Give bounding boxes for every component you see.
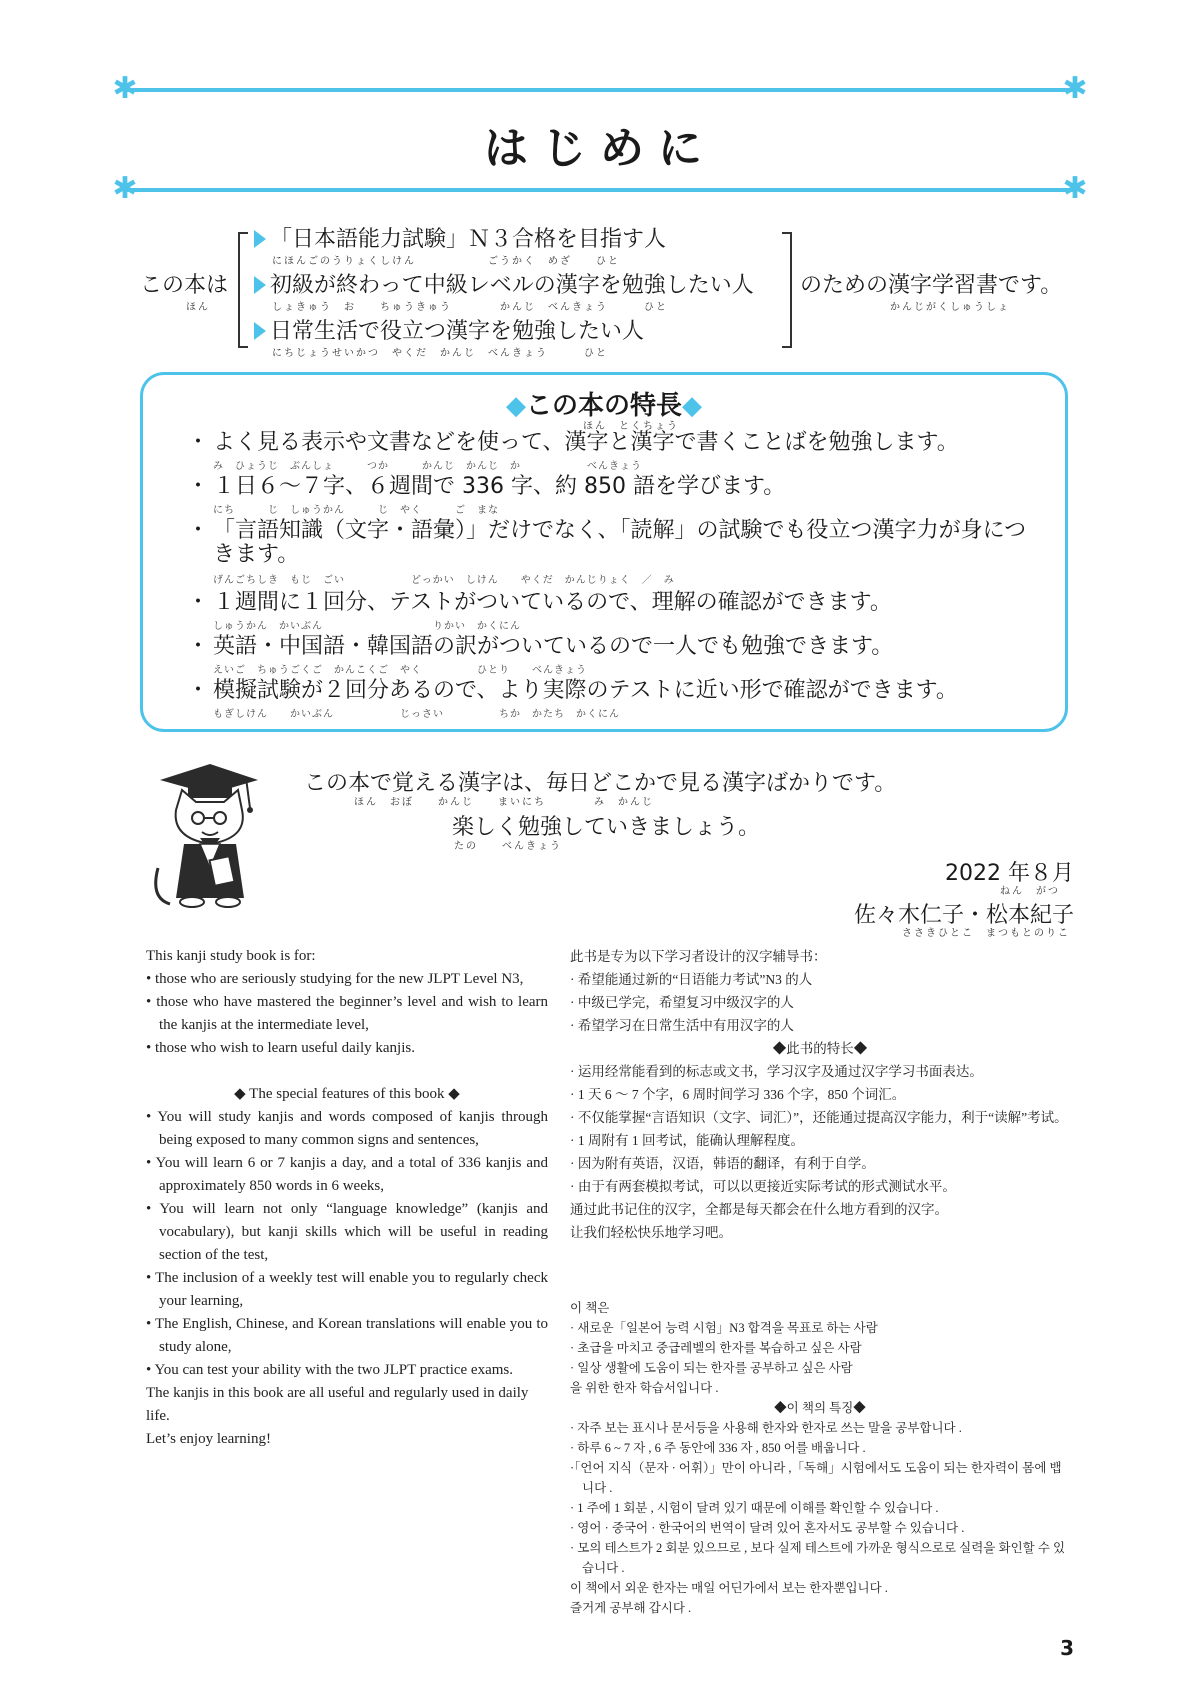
list-item: · 中级已学完，希望复习中级汉字的人 [570, 995, 794, 1010]
left-bracket [238, 232, 248, 348]
target-reading: しょきゅう お ちゅうきゅう かんじ べんきょう ひと [272, 302, 668, 313]
item-reading: み ひょうじ ぶんしょ つか かんじ かんじ か べんきょう [213, 461, 642, 472]
list-item: · 希望学习在日常生活中有用汉字的人 [570, 1018, 794, 1033]
date-reading: ねん がつ [1000, 886, 1060, 897]
list-item: · 希望能通过新的“日语能力考试”N3 的人 [570, 972, 813, 987]
list-item: ・ 英語・中国語・韓国語の訳がついているので一人でも勉強できます。 えいご ちゅうごくご かんこくご やく ひとり べんきょう [187, 635, 1047, 679]
korean-closing-1: 이 책에서 외운 한자는 매일 어딘가에서 보는 한자뿐입니다 . [570, 1581, 888, 1595]
korean-features-title: ◆이 책의 특징◆ [774, 1401, 866, 1415]
closing-line-1-reading: ほん おぼ かんじ まいにち み かんじ [354, 797, 654, 808]
list-item: • those who have mastered the beginner’s level and wish to learn the kanjis at the intermediate level, [146, 994, 548, 1033]
page-title: はじめに [484, 123, 716, 174]
list-item: · 일상 생활에 도움이 되는 한자를 공부하고 싶은 사람 [570, 1361, 853, 1375]
list-item: · 영어 · 중국어 · 한국어의 번역이 달려 있어 혼자서도 공부할 수 있습니다 . [570, 1521, 965, 1535]
chinese-intro: 此书是专为以下学习者设计的汉字辅导书： [570, 949, 827, 964]
item-reading: にち じ しゅうかん じ やく ご まな [213, 505, 499, 516]
triangle-bullet-icon [254, 230, 266, 248]
list-item: · 자주 보는 표시나 문서등을 사용해 한자와 한자로 쓰는 말을 공부합니다 . [570, 1421, 962, 1435]
chinese-features-title: ◆此书的特长◆ [772, 1041, 868, 1056]
list-item: ・ 模擬試験が２回分あるので、より実際のテストに近い形で確認ができます。 もぎしけん かいぶん じっさい ちか かたち かくにん [187, 679, 1047, 723]
right-bracket [782, 232, 792, 348]
target-text: 「日本語能力試験」Ｎ３合格を目指す人 [270, 227, 667, 252]
list-item: • You will learn not only “language knowledge” (kanjis and vocabulary), but kanji skills which will be useful in reading section of the test, [146, 1201, 548, 1263]
target-reading: にほんごのうりょくしけん ごうかく めざ ひと [272, 256, 620, 267]
list-item: ・ １日６～７字、６週間で 336 字、約 850 語を学びます。 にち じ しゅうかん じ やく ご まな [187, 475, 1047, 519]
triangle-bullet-icon [254, 276, 266, 294]
list-item: · 새로운「일본어 능력 시험」N3 합격을 목표로 하는 사람 [570, 1321, 878, 1335]
chinese-translation [570, 945, 1070, 1244]
list-item: · 1 주에 1 회분 , 시험이 달려 있기 때문에 이해를 확인할 수 있습니다 . [570, 1501, 939, 1515]
page-number: 3 [1060, 1636, 1074, 1660]
item-reading: えいご ちゅうごくご かんこくご やく ひとり べんきょう [213, 665, 587, 676]
list-item: · 因为附有英语，汉语，韩语的翻译，有利于自学。 [570, 1156, 875, 1171]
item-reading: しゅうかん かいぶん りかい かくにん [213, 621, 521, 632]
star-icon: ✱ [1062, 71, 1088, 106]
korean-closing-2: 즐거게 공부해 갑시다 . [570, 1601, 692, 1615]
list-item: ・ １週間に１回分、テストがついているので、理解の確認ができます。 しゅうかん かいぶん りかい かくにん [187, 591, 1047, 635]
list-item: ・ 「言語知識（文字・語彙）」だけでなく、「読解」の試験でも役立つ漢字力が身につきます。 げんごちしき もじ ごい どっかい しけん やくだ かんじりょく ／ み [187, 519, 1047, 591]
item-reading: もぎしけん かいぶん じっさい ちか かたち かくにん [213, 709, 620, 720]
intro-target [254, 318, 644, 346]
english-features-title: ◆ The special features of this book ◆ [234, 1086, 460, 1102]
list-item: · 由于有两套模拟考试，可以以更接近实际考试的形式测试水平。 [570, 1179, 956, 1194]
list-item: · 运用经常能看到的标志或文书，学习汉字及通过汉字学习书面表达。 [570, 1064, 983, 1079]
closing-line-2: 楽しく勉強していきましょう。 [452, 815, 761, 840]
list-item: • You can test your ability with the two JLPT practice exams. [146, 1362, 514, 1378]
features-box [140, 372, 1068, 732]
list-item: · 하루 6 ~ 7 자 , 6 주 동안에 336 자 , 850 어를 배웁니다 . [570, 1441, 866, 1455]
list-item: · 不仅能掌握“言语知识（文字、词汇）”，还能通过提高汉字能力，利于“读解”考试。 [570, 1110, 1068, 1125]
list-item: · 1 周附有 1 回考试，能确认理解程度。 [570, 1133, 804, 1148]
list-item: • The English, Chinese, and Korean translations will enable you to study alone, [146, 1316, 548, 1355]
star-icon: ✱ [112, 71, 138, 106]
top-rule [126, 88, 1074, 92]
features-title: ◆この本の特長◆ [505, 391, 702, 421]
list-item: • You will learn 6 or 7 kanjis a day, and a total of 336 kanjis and approximately 850 words in 6 weeks, [146, 1155, 548, 1194]
intro-target [254, 272, 754, 300]
korean-purpose: 을 위한 한자 학습서입니다 . [570, 1381, 719, 1395]
authors: 佐々木仁子・松本紀子 [853, 903, 1074, 928]
cat-professor-illustration [140, 758, 270, 910]
chinese-closing-2: 让我们轻松快乐地学习吧。 [570, 1225, 732, 1240]
bottom-rule [126, 188, 1074, 192]
target-text: 日常生活で役立つ漢字を勉強したい人 [270, 319, 645, 344]
korean-translation [570, 1298, 1070, 1618]
list-item: • those who are seriously studying for the new JLPT Level N3, [146, 971, 524, 987]
list-item: • You will study kanjis and words composed of kanjis through being exposed to many common signs and sentences, [146, 1109, 548, 1148]
diamond-icon: ◆ [682, 391, 702, 421]
list-item: · 1 天 6 ～ 7 个字，6 周时间学习 336 个字，850 个词汇。 [570, 1087, 906, 1102]
list-item: • those who wish to learn useful daily kanjis. [146, 1040, 415, 1056]
list-item: • The inclusion of a weekly test will enable you to regularly check your learning, [146, 1270, 548, 1309]
list-item: · 모의 테스트가 2 회분 있으므로 , 보다 실제 테스트에 가까운 형식으로로 실력을 화인할 수 있습니다 . [570, 1541, 1066, 1575]
intro-prefix-reading: ほん [186, 302, 210, 313]
intro-target [254, 226, 666, 254]
diamond-icon: ◆ [505, 391, 526, 421]
features-title-reading: ほん とくちょう [583, 421, 679, 432]
star-icon: ✱ [1062, 171, 1088, 206]
list-item: · 초급을 마치고 중급레벨의 한자를 복습하고 싶은 사람 [570, 1341, 862, 1355]
korean-intro: 이 책은 [570, 1301, 610, 1315]
triangle-bullet-icon [254, 322, 266, 340]
english-translation [146, 945, 548, 1451]
intro-suffix: のための漢字学習書です。 [800, 273, 1063, 298]
list-item: ・ よく見る表示や文書などを使って、漢字と漢字で書くことばを勉強します。 み ひょうじ ぶんしょ つか かんじ かんじ か べんきょう [187, 431, 1047, 475]
features-list [187, 431, 1047, 723]
closing-line-2-reading: たの べんきょう [454, 841, 562, 852]
target-text: 初級が終わって中級レベルの漢字を勉強したい人 [270, 273, 754, 298]
intro-suffix-reading: かんじがくしゅうしょ [890, 302, 1010, 313]
english-closing-2: Let’s enjoy learning! [146, 1431, 271, 1447]
chinese-closing-1: 通过此书记住的汉字，全都是每天都会在什么地方看到的汉字。 [570, 1202, 948, 1217]
star-icon: ✱ [112, 171, 138, 206]
item-reading: げんごちしき もじ ごい どっかい しけん やくだ かんじりょく ／ み [213, 575, 675, 586]
authors-reading: ささきひとこ まつもとのりこ [902, 928, 1070, 939]
english-closing-1: The kanjis in this book are all useful and regularly used in daily life. [146, 1385, 529, 1424]
english-intro: This kanji study book is for: [146, 948, 316, 964]
list-item: ·「언어 지식（문자 · 어휘）」만이 아니라 ,「독해」시험에서도 도움이 되는 한자력이 몸에 뱁니다 . [570, 1461, 1062, 1495]
intro-prefix: この本は [140, 273, 229, 298]
target-reading: にちじょうせいかつ やくだ かんじ べんきょう ひと [272, 348, 608, 359]
date: 2022 年８月 [945, 861, 1074, 886]
closing-line-1: この本で覚える漢字は、毎日どこかで見る漢字ばかりです。 [304, 771, 897, 796]
